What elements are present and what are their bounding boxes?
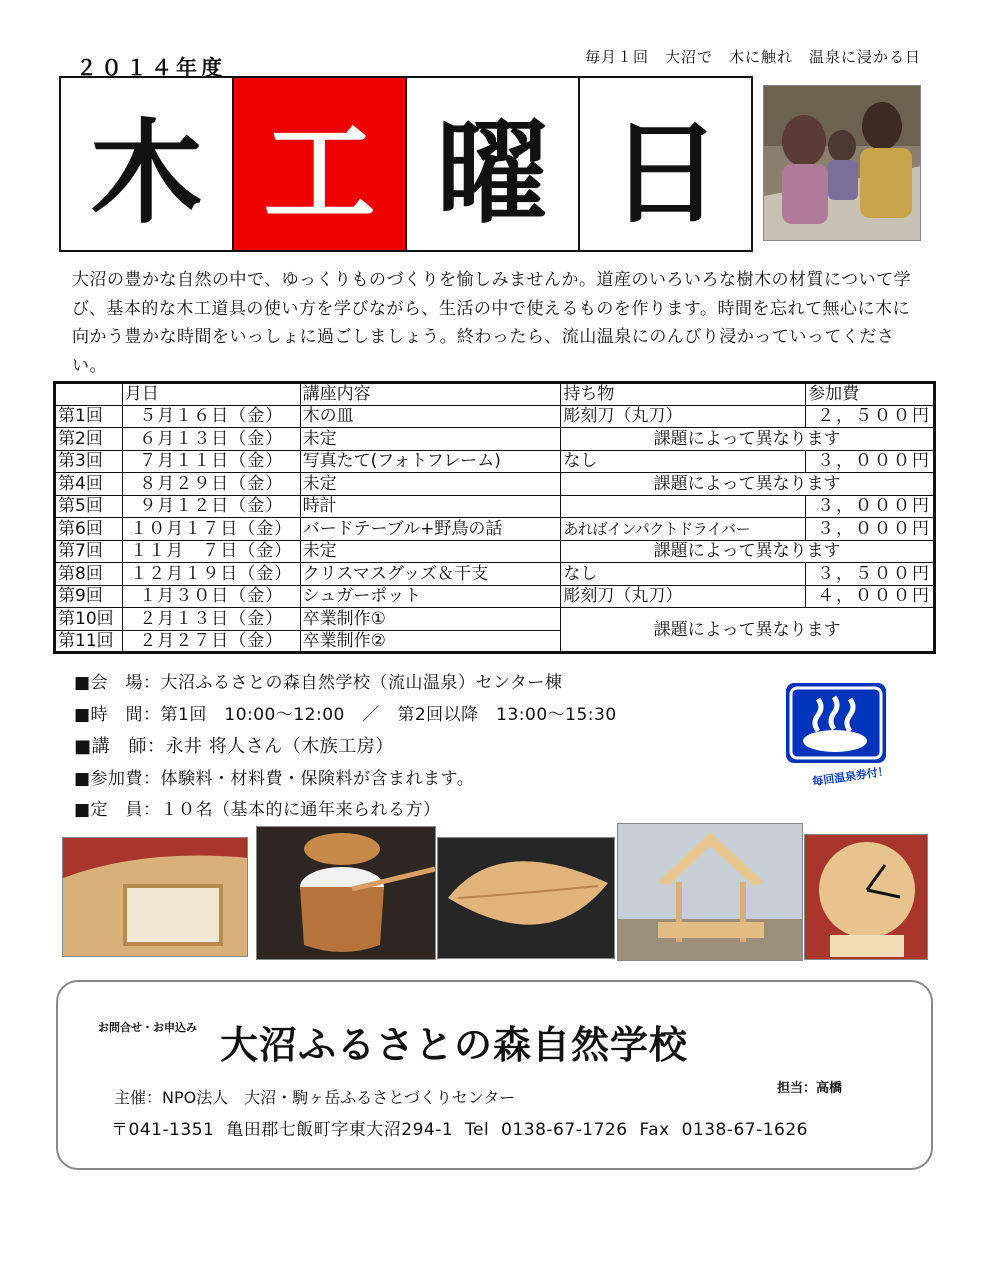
session-no: 第5回 (55, 495, 123, 518)
header-cell: 持ち物 (561, 383, 806, 406)
session-item: なし (561, 450, 806, 473)
session-no: 第11回 (55, 630, 123, 653)
contact-label: お問合せ・お申込み (98, 1021, 197, 1034)
address: 〒041-1351 亀田郡七飯町字東大沼294-1 Tel 0138-67-1726 Fax 0138-67-1626 (111, 1120, 808, 1140)
frame-photo (62, 837, 248, 957)
intro-text: 大沼の豊かな自然の中で、ゆっくりものづくりを愉しみませんか。道産のいろいろな樹木の材質について学び、基本的な木工道具の使い方を学びながら、生活の中で使えるものを作ります。時間を忘れて無心に木に向かう豊かな時間をいっしょに過ごしましょう。終わったら、流山温泉にのんびり浸かっていってください。 (72, 270, 912, 376)
session-date: ８月２９日（金） (122, 473, 300, 496)
info-fee: ■参加費：体験料・材料費・保険料が含まれます。 (74, 769, 475, 789)
session-course: 未定 (300, 473, 561, 496)
session-course: 写真たて(フォトフレーム) (300, 450, 561, 473)
table-row (55, 450, 935, 473)
table-row (55, 495, 935, 518)
table-row (55, 585, 935, 608)
session-date: １２月１９日（金） (122, 563, 300, 586)
session-fee: ３，０００円 (806, 518, 935, 541)
table-row (55, 608, 935, 631)
clock-photo (804, 834, 928, 960)
session-item (561, 495, 806, 518)
session-date: ２月１３日（金） (122, 608, 300, 631)
session-date: ９月１２日（金） (122, 495, 300, 518)
table-row (55, 518, 935, 541)
title-char-2: 工 (234, 78, 407, 250)
header-cell: 月日 (122, 383, 300, 406)
session-no: 第1回 (55, 405, 123, 428)
session-item: 彫刻刀（丸刀） (561, 405, 806, 428)
session-date: ６月１３日（金） (122, 428, 300, 451)
session-no: 第3回 (55, 450, 123, 473)
table-row (55, 428, 935, 451)
session-date: ５月１６日（金） (122, 405, 300, 428)
workshop-photo (763, 85, 921, 241)
session-no: 第6回 (55, 518, 123, 541)
organizer: 主催：NPO法人 大沼・駒ヶ岳ふるさとづくりセンター (114, 1088, 516, 1107)
session-date: ７月１１日（金） (122, 450, 300, 473)
session-varies: 課題によって異なります (561, 540, 935, 563)
session-course: バードテーブル+野鳥の話 (300, 518, 561, 541)
info-instructor: ■講 師：永井 将人さん（木族工房） (74, 736, 394, 757)
session-no: 第8回 (55, 563, 123, 586)
schedule-table (53, 381, 936, 654)
session-fee: ４，０００円 (806, 585, 935, 608)
session-item: なし (561, 563, 806, 586)
title-char-1: 木 (61, 78, 234, 250)
session-date: １０月１７日（金） (122, 518, 300, 541)
table-row (55, 405, 935, 428)
session-item: あればインパクトドライバー (561, 518, 806, 541)
onsen-icon (786, 683, 886, 763)
session-no: 第2回 (55, 428, 123, 451)
session-course: 木の皿 (300, 405, 561, 428)
table-row (55, 473, 935, 496)
session-course: 卒業制作② (300, 630, 561, 653)
info-capacity: ■定 員：１０名（基本的に通年来られる方） (74, 800, 441, 820)
contact-box (56, 980, 933, 1170)
sugar-pot-photo (256, 826, 436, 960)
table-row (55, 540, 935, 563)
session-course: 未定 (300, 540, 561, 563)
session-date: １１月 ７日（金） (122, 540, 300, 563)
year-label: ２０１４年度 (76, 56, 226, 80)
session-date: ２月２７日（金） (122, 630, 300, 653)
session-varies: 課題によって異なります (561, 473, 935, 496)
session-course: シュガーポット (300, 585, 561, 608)
session-no: 第7回 (55, 540, 123, 563)
school-name: 大沼ふるさとの森自然学校 (220, 1023, 689, 1067)
session-date: １月３０日（金） (122, 585, 300, 608)
header-cell: 講座内容 (300, 383, 561, 406)
session-course: 時計 (300, 495, 561, 518)
table-header-row (55, 383, 935, 406)
session-no: 第10回 (55, 608, 123, 631)
session-fee: ３，５００円 (806, 563, 935, 586)
title-banner (59, 76, 753, 252)
session-no: 第9回 (55, 585, 123, 608)
session-item: 彫刻刀（丸刀） (561, 585, 806, 608)
info-venue: ■会 場：大沼ふるさとの森自然学校（流山温泉）センター棟 (74, 673, 563, 693)
title-char-4: 日 (609, 108, 722, 239)
session-fee: ３，０００円 (806, 495, 935, 518)
header-cell (55, 383, 123, 406)
title-char-3: 曜 (407, 78, 580, 250)
session-course: クリスマスグッズ＆干支 (300, 563, 561, 586)
session-course: 卒業制作① (300, 608, 561, 631)
session-fee: ２，５００円 (806, 405, 935, 428)
info-time: ■時 間：第1回 10:00～12:00 ／ 第2回以降 13:00～15:30 (74, 705, 617, 725)
onsen-label: 毎回温泉券付！ (811, 764, 890, 789)
session-varies: 課題によって異なります (561, 428, 935, 451)
header-cell: 参加費 (806, 383, 935, 406)
session-course: 未定 (300, 428, 561, 451)
contact-person: 担当：高橋 (777, 1081, 843, 1096)
session-varies: 課題によって異なります (561, 608, 935, 653)
session-fee: ３，０００円 (806, 450, 935, 473)
bird-table-photo (617, 823, 803, 961)
table-row (55, 563, 935, 586)
tagline: 毎月１回 大沼で 木に触れ 温泉に浸かる日 (584, 48, 921, 66)
session-no: 第4回 (55, 473, 123, 496)
leaf-plate-photo (437, 837, 615, 959)
